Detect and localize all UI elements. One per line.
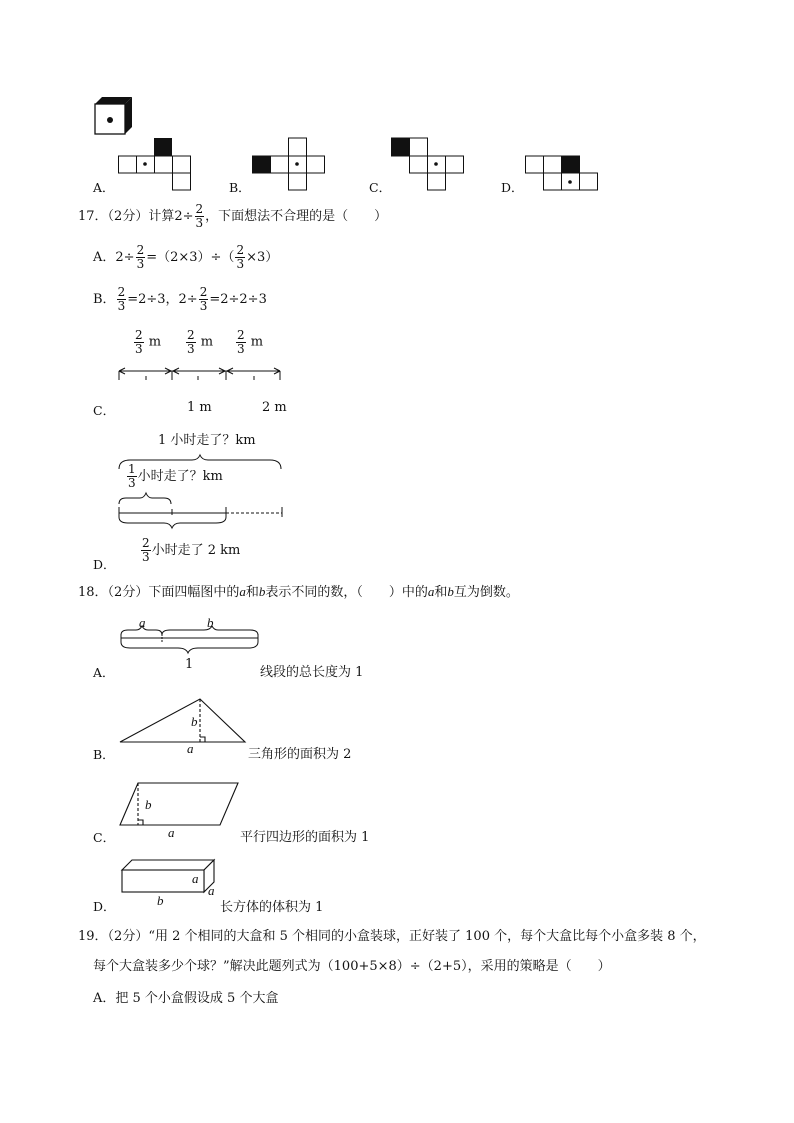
q16-option-c-label[interactable]: C．: [369, 180, 392, 195]
fraction: $\frac{2}{3}$: [195, 202, 204, 230]
q18-a-text: 线段的总长度为 1: [260, 665, 364, 680]
q18-d-text: 长方体的体积为 1: [220, 900, 324, 915]
q16-option-d-label[interactable]: D．: [501, 180, 524, 195]
q18-b-text: 三角形的面积为 2: [248, 747, 352, 762]
q18-d-label-b: b: [157, 893, 164, 908]
q17-c-seg3-label: $\frac{2}{3}$ m: [237, 328, 264, 356]
q16-net-b[interactable]: [252, 137, 332, 193]
q17-c-seg1-label: $\frac{2}{3}$ m: [135, 328, 162, 356]
q17-c-tick-1m: 1 m: [187, 400, 212, 415]
q18-b-triangle: [118, 697, 248, 745]
q18-b-label-b: b: [191, 714, 198, 729]
q18-option-c-label[interactable]: C．: [93, 830, 116, 845]
q19-option-a[interactable]: A．把 5 个小盒假设成 5 个大盒: [93, 991, 279, 1006]
q17-stem: 17．（2分）计算2÷ $\frac{2}{3}$ ，下面想法不合理的是（ ）: [78, 202, 388, 230]
q18-option-a-label[interactable]: A．: [93, 665, 115, 680]
q17-option-a[interactable]: A．2÷ $\frac{2}{3}$ =（2×3）÷（ $\frac{2}{3}$ ×3）: [93, 243, 279, 271]
cube-figure: [90, 96, 136, 136]
q17-c-seg2-label: $\frac{2}{3}$ m: [187, 328, 214, 356]
q16-net-c[interactable]: [391, 137, 471, 193]
q19-stem-line2: 每个大盒装多少个球？”解决此题列式为（100+5×8）÷（2+5），采用的策略是（ ）: [93, 959, 611, 974]
q16-option-b-label[interactable]: B．: [229, 180, 251, 195]
q16-net-d[interactable]: [525, 155, 605, 195]
q18-b-label-a: a: [187, 741, 194, 756]
q18-c-label-a: a: [168, 825, 175, 840]
q19-stem-line1: 19．（2分）“用 2 个相同的大盒和 5 个相同的小盒装球，正好装了 100 个，每个大盒比每个小盒多装 8 个，: [78, 929, 706, 944]
q18-option-d-label[interactable]: D．: [93, 899, 116, 914]
q17-c-number-line: [116, 362, 286, 382]
q17-d-segment: [116, 493, 286, 529]
q17-option-b[interactable]: B． $\frac{2}{3}$ =2÷3，2÷ $\frac{2}{3}$ =2÷2÷3: [93, 285, 267, 313]
q17-option-c-label[interactable]: C．: [93, 403, 116, 418]
q18-d-label-a2: a: [208, 883, 215, 898]
q18-c-text: 平行四边形的面积为 1: [240, 830, 370, 845]
q16-option-a-label[interactable]: A．: [93, 180, 115, 195]
q17-option-d-label[interactable]: D．: [93, 557, 116, 572]
q18-a-label-b: b: [207, 615, 214, 630]
q17-d-bottom-label: $\frac{2}{3}$ 小时走了 2 km: [142, 536, 241, 564]
q18-a-total-one: 1: [185, 657, 194, 672]
q18-d-label-a1: a: [192, 871, 199, 886]
q18-stem: 18．（2分）下面四幅图中的a和b表示不同的数，（ ）中的a和b互为倒数。: [78, 584, 519, 600]
q18-a-label-a: a: [139, 615, 146, 630]
q17-d-top-label: 1 小时走了？km: [158, 433, 256, 448]
q18-a-segment: [118, 625, 263, 660]
q16-net-a[interactable]: [118, 137, 198, 193]
q17-c-tick-2m: 2 m: [262, 400, 287, 415]
q18-d-cuboid: [118, 856, 218, 896]
q18-c-parallelogram: [118, 781, 243, 829]
q17-d-mid-label: $\frac{1}{3}$ 小时走了？km: [128, 462, 223, 490]
q18-option-b-label[interactable]: B．: [93, 747, 115, 762]
q18-c-label-b: b: [145, 797, 152, 812]
